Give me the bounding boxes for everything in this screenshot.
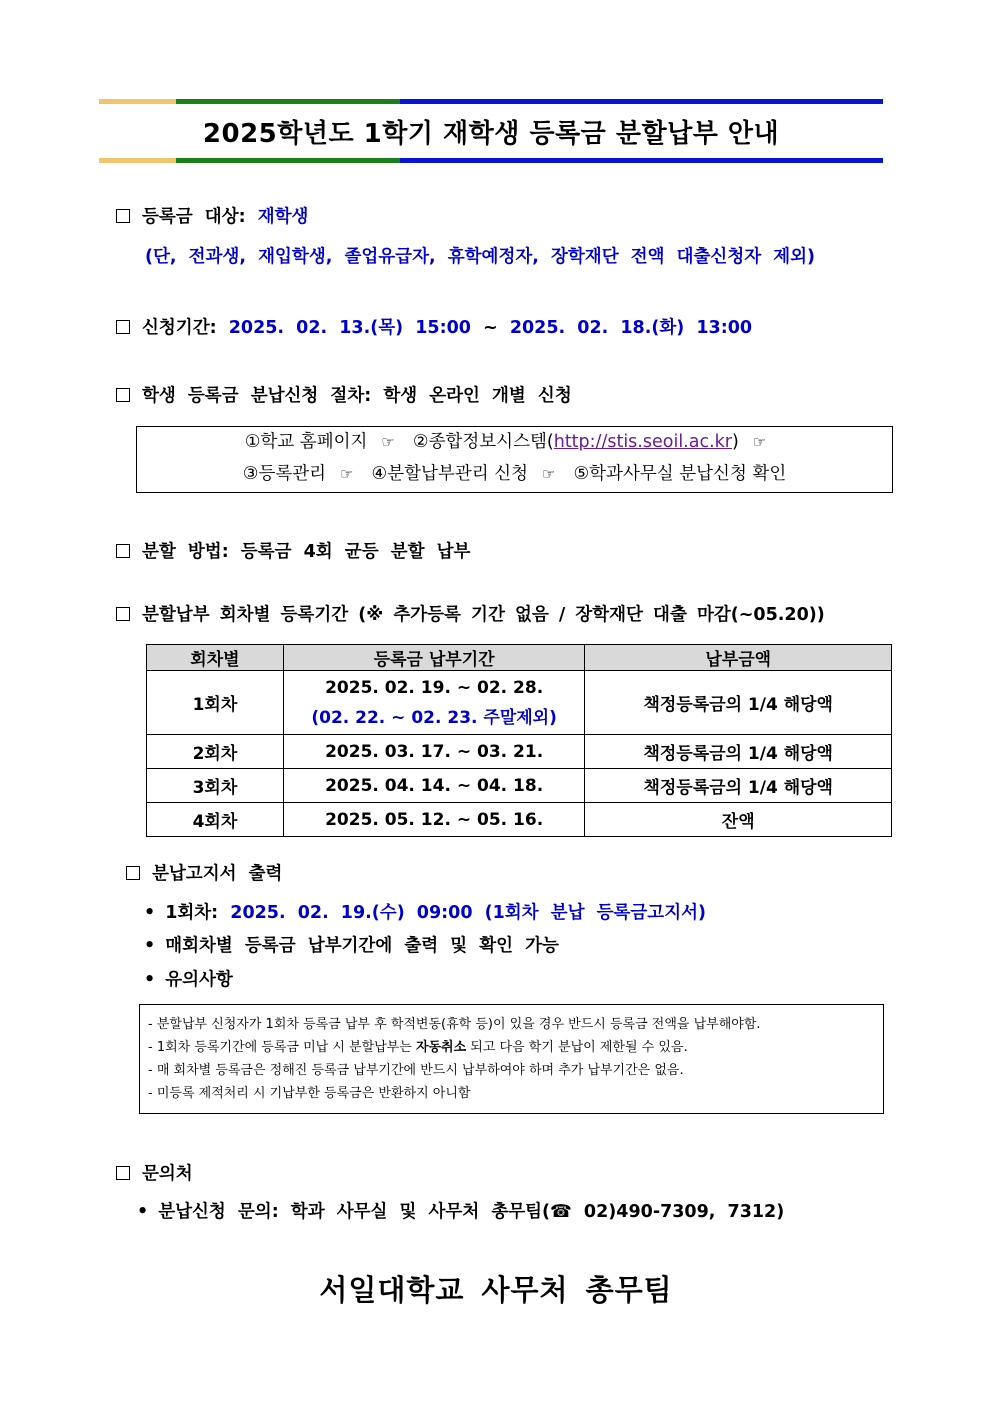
section-period: [116, 314, 752, 339]
header-round: 회차별: [147, 645, 284, 671]
header-amount: 납부금액: [585, 645, 892, 671]
step-4: ④분할납부관리 신청: [371, 464, 529, 484]
footer-organization: 서일대학교 사무처 총무팀: [319, 1273, 673, 1307]
row-amount: 책정등록금의 1/4 해당액: [585, 769, 892, 803]
title-bar-top-green: [176, 99, 400, 104]
checkbox-square-icon: [116, 607, 130, 621]
contact-line-prefix: 분납신청 문의: 학과 사무실 및 사무처 총무팀(: [158, 1202, 551, 1222]
bullet-icon: •: [137, 1202, 149, 1222]
contact-label: 문의처: [142, 1164, 193, 1184]
bullet-icon: •: [144, 903, 156, 923]
header-period: 등록금 납부기간: [283, 645, 585, 671]
notice-bullet-2: [144, 932, 559, 957]
stis-link[interactable]: http://stis.seoil.ac.kr: [553, 432, 732, 452]
checkbox-square-icon: [116, 209, 130, 223]
notice-bullet-3: [144, 966, 233, 991]
section-procedure: [116, 382, 572, 407]
target-value: 재학생: [257, 207, 309, 227]
step-2-prefix: ②종합정보시스템(: [412, 432, 554, 452]
period-label: 신청기간:: [142, 318, 229, 338]
procedure-box: [136, 426, 893, 493]
checkbox-square-icon: [116, 320, 130, 334]
row-amount: 잔액: [585, 803, 892, 837]
table-row: [147, 769, 892, 803]
contact-bullet: [137, 1198, 784, 1223]
method-label: 분할 방법: 등록금 4회 균등 분할 납부: [142, 542, 471, 562]
section-notice: [126, 860, 282, 885]
title-bar-bottom-gold: [99, 158, 176, 163]
section-schedule: [116, 601, 825, 626]
row-period: 2025. 02. 19. ~ 02. 28.: [325, 677, 544, 698]
title-bar-bottom-green: [176, 158, 400, 163]
section-target: [116, 203, 308, 228]
notice-bullet-1: [144, 899, 706, 924]
bullet-2-text: 매회차별 등록금 납부기간에 출력 및 확인 가능: [165, 936, 559, 956]
caution-notes-box: [139, 1004, 884, 1114]
pointing-hand-icon: ☞: [340, 465, 354, 483]
caution-note-4: - 미등록 제적처리 시 기납부한 등록금은 반환하지 아니함: [148, 1086, 471, 1101]
schedule-label: 분할납부 회차별 등록기간 (※ 추가등록 기간 없음 / 장학재단 대출 마감(~05.20)): [142, 605, 825, 625]
caution-note-2-c: 되고 다음 학기 분납이 제한될 수 있음.: [466, 1040, 688, 1055]
bullet-1-prefix: 1회차:: [165, 903, 231, 923]
page-title: 2025학년도 1학기 재학생 등록금 분할납부 안내: [202, 119, 780, 149]
bullet-icon: •: [144, 970, 156, 990]
pointing-hand-icon: ☞: [542, 465, 556, 483]
title-bar-top-blue: [400, 99, 883, 104]
caution-note-2: [140, 1036, 883, 1059]
contact-line-suffix: 02)490-7309, 7312): [571, 1202, 785, 1222]
row-round: 2회차: [147, 735, 284, 769]
checkbox-square-icon: [116, 544, 130, 558]
pointing-hand-icon: ☞: [752, 433, 767, 451]
row-amount: 책정등록금의 1/4 해당액: [585, 735, 892, 769]
title-bar-bottom-blue: [400, 158, 883, 163]
target-note: (단, 전과생, 재입학생, 졸업유급자, 휴학예정자, 장학재단 전액 대출신청자 제외): [145, 247, 816, 267]
period-separator: ~: [470, 318, 510, 338]
bullet-1-value: 2025. 02. 19.(수) 09:00 (1회차 분납 등록금고지서): [230, 903, 707, 923]
procedure-line-1: [137, 427, 892, 459]
bullet-3-text: 유의사항: [165, 970, 233, 990]
checkbox-square-icon: [116, 1166, 130, 1180]
step-2-suffix: ): [731, 432, 739, 452]
period-end: 2025. 02. 18.(화) 13:00: [509, 318, 753, 338]
row-period-cell: [283, 671, 585, 735]
row-period: 2025. 04. 14. ~ 04. 18.: [283, 769, 585, 803]
step-5: ⑤학과사무실 분납신청 확인: [573, 464, 787, 484]
row-period: 2025. 03. 17. ~ 03. 21.: [283, 735, 585, 769]
pointing-hand-icon: ☞: [381, 433, 395, 451]
procedure-label: 학생 등록금 분납신청 절차: 학생 온라인 개별 신청: [142, 386, 572, 406]
procedure-line-2: [137, 459, 892, 491]
title-bar-top-gold: [99, 99, 176, 104]
row-period-note: (02. 22. ~ 02. 23. 주말제외): [311, 707, 557, 728]
row-round: 4회차: [147, 803, 284, 837]
caution-note-2-bold: 자동취소: [415, 1040, 467, 1055]
target-label: 등록금 대상:: [142, 207, 258, 227]
table-row: [147, 671, 892, 735]
row-period: 2025. 05. 12. ~ 05. 16.: [283, 803, 585, 837]
table-header-row: [147, 645, 892, 671]
row-round: 1회차: [147, 671, 284, 735]
checkbox-square-icon: [126, 866, 140, 880]
checkbox-square-icon: [116, 388, 130, 402]
caution-note-3: - 매 회차별 등록금은 정해진 등록금 납부기간에 반드시 납부하여야 하며 추가 납부기간은 없음.: [148, 1063, 684, 1078]
bullet-icon: •: [144, 936, 156, 956]
section-method: [116, 538, 470, 563]
row-amount: 책정등록금의 1/4 해당액: [585, 671, 892, 735]
step-1: ①학교 홈페이지: [244, 432, 368, 452]
row-round: 3회차: [147, 769, 284, 803]
table-row: [147, 803, 892, 837]
schedule-table: [146, 644, 892, 837]
phone-icon: ☎: [550, 1202, 572, 1222]
table-row: [147, 735, 892, 769]
caution-note-2-a: - 1회차 등록기간에 등록금 미납 시 분할납부는: [148, 1040, 416, 1055]
section-contact: [116, 1160, 193, 1185]
notice-label: 분납고지서 출력: [152, 864, 283, 884]
step-3: ③등록관리: [242, 464, 327, 484]
period-start: 2025. 02. 13.(목) 15:00: [228, 318, 471, 338]
caution-note-1: - 분할납부 신청자가 1회차 등록금 납부 후 학적변동(휴학 등)이 있을 경우 반드시 등록금 전액을 납부해야함.: [148, 1017, 761, 1032]
